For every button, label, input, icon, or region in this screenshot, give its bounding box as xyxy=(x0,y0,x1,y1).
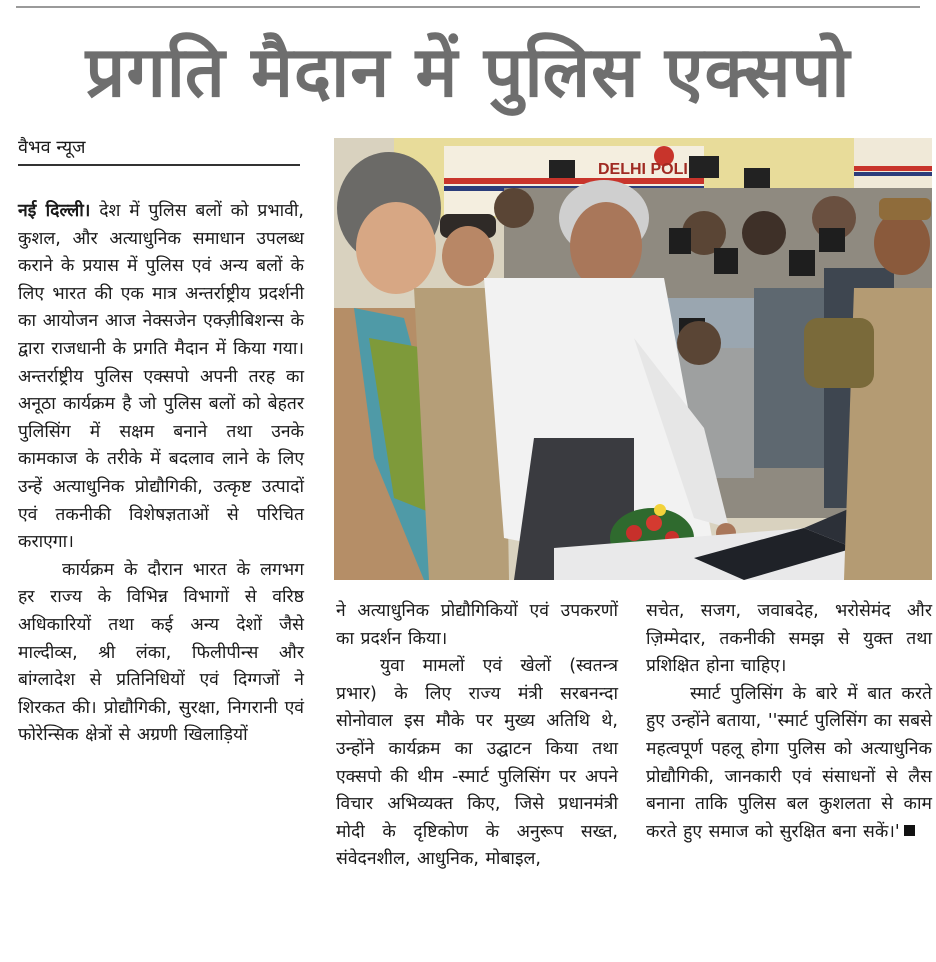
article-paragraph: सचेत, सजग, जवाबदेह, भरोसेमंद और ज़िम्मेदार, तकनीकी समझ से युक्त तथा प्रशिक्षित होना चाहिए। xyxy=(646,601,932,677)
article-paragraph: युवा मामलों एवं खेलों (स्वतन्त्र प्रभार) के लिए राज्य मंत्री सरबनन्दा सोनोवाल इस मौके पर मुख्य अतिथि थे, उन्होंने कार्यक्रम का उद्घाटन किया तथा एक्सपो की थीम -स्मार्ट पुलिसिंग पर अपने विचार अभिव्यक्त किए, जिसे प्रधानमंत्री मोदी के दृष्टिकोण के अनुरूप सख्त, संवेदनशील, आधुनिक, मोबाइल, xyxy=(336,656,618,870)
headline: प्रगति मैदान में पुलिस एक्सपो xyxy=(85,31,851,113)
byline: वैभव न्यूज xyxy=(18,134,300,166)
news-photo xyxy=(334,138,932,580)
article-paragraph: कार्यक्रम के दौरान भारत के लगभग हर राज्य के विभिन्न विभागों से वरिष्ठ अधिकारियों तथा कई अन्य देशों जैसे माल्दीव्स, श्री लंका, फिलीपीन्स और बांग्लादेश से प्रतिनिधियों एवं दिग्गजों ने शिरकत की। प्रोद्यौगिकी, सुरक्षा, निगरानी एवं फोरेन्सिक क्षेत्रों से अग्रणी खिलाड़ियों xyxy=(18,559,304,746)
top-rule xyxy=(16,6,920,8)
article-paragraph xyxy=(18,198,304,557)
end-mark-icon xyxy=(904,825,915,836)
banner-text: DELHI POLI xyxy=(598,161,688,178)
article-column-3 xyxy=(646,598,932,846)
article-paragraph: ने अत्याधुनिक प्रोद्यौगिकियों एवं उपकरणों का प्रदर्शन किया। xyxy=(336,601,618,649)
paragraph-text: देश में पुलिस बलों को प्रभावी, कुशल, और अत्याधुनिक समाधान उपलब्ध कराने के प्रयास में पुलिस एवं अन्य बलों के लिए भारत की एक मात्र अन्तर्राष्ट्रीय प्रदर्शनी का आयोजन आज नेक्सजेन एक्ज़ीबिशन्स के द्वारा राजधानी के प्रगति मैदान में किया गया। अन्तर्राष्ट्रीय पुलिस एक्सपो अपनी तरह का अनूठा कार्यक्रम है जो पुलिस बलों को बेहतर पुलिसिंग में सक्षम बनाने तथा उनके कामकाज के तरीके में बदलाव लाने के लिए उन्हें अत्याधुनिक प्रोद्यौगिकी, उत्कृष्ट उत्पादों एवं तकनीकी विशेषज्ञताओं से परिचित कराएगा। xyxy=(18,201,304,553)
article-column-2 xyxy=(336,598,618,874)
paragraph-text: स्मार्ट पुलिसिंग के बारे में बात करते हुए उन्होंने बताया, ''स्मार्ट पुलिसिंग का सबसे महत्वपूर्ण पहलू होगा पुलिस को अत्याधुनिक प्रोद्यौगिकी, जानकारी एवं संसाधनों से लैस बनाना ताकि पुलिस बल कुशलता से काम करते हुए समाज को सुरक्षित बना सकें।' xyxy=(646,683,932,842)
article-paragraph xyxy=(646,681,932,847)
dateline: नई दिल्ली। xyxy=(18,201,91,221)
article-column-1 xyxy=(18,198,304,750)
